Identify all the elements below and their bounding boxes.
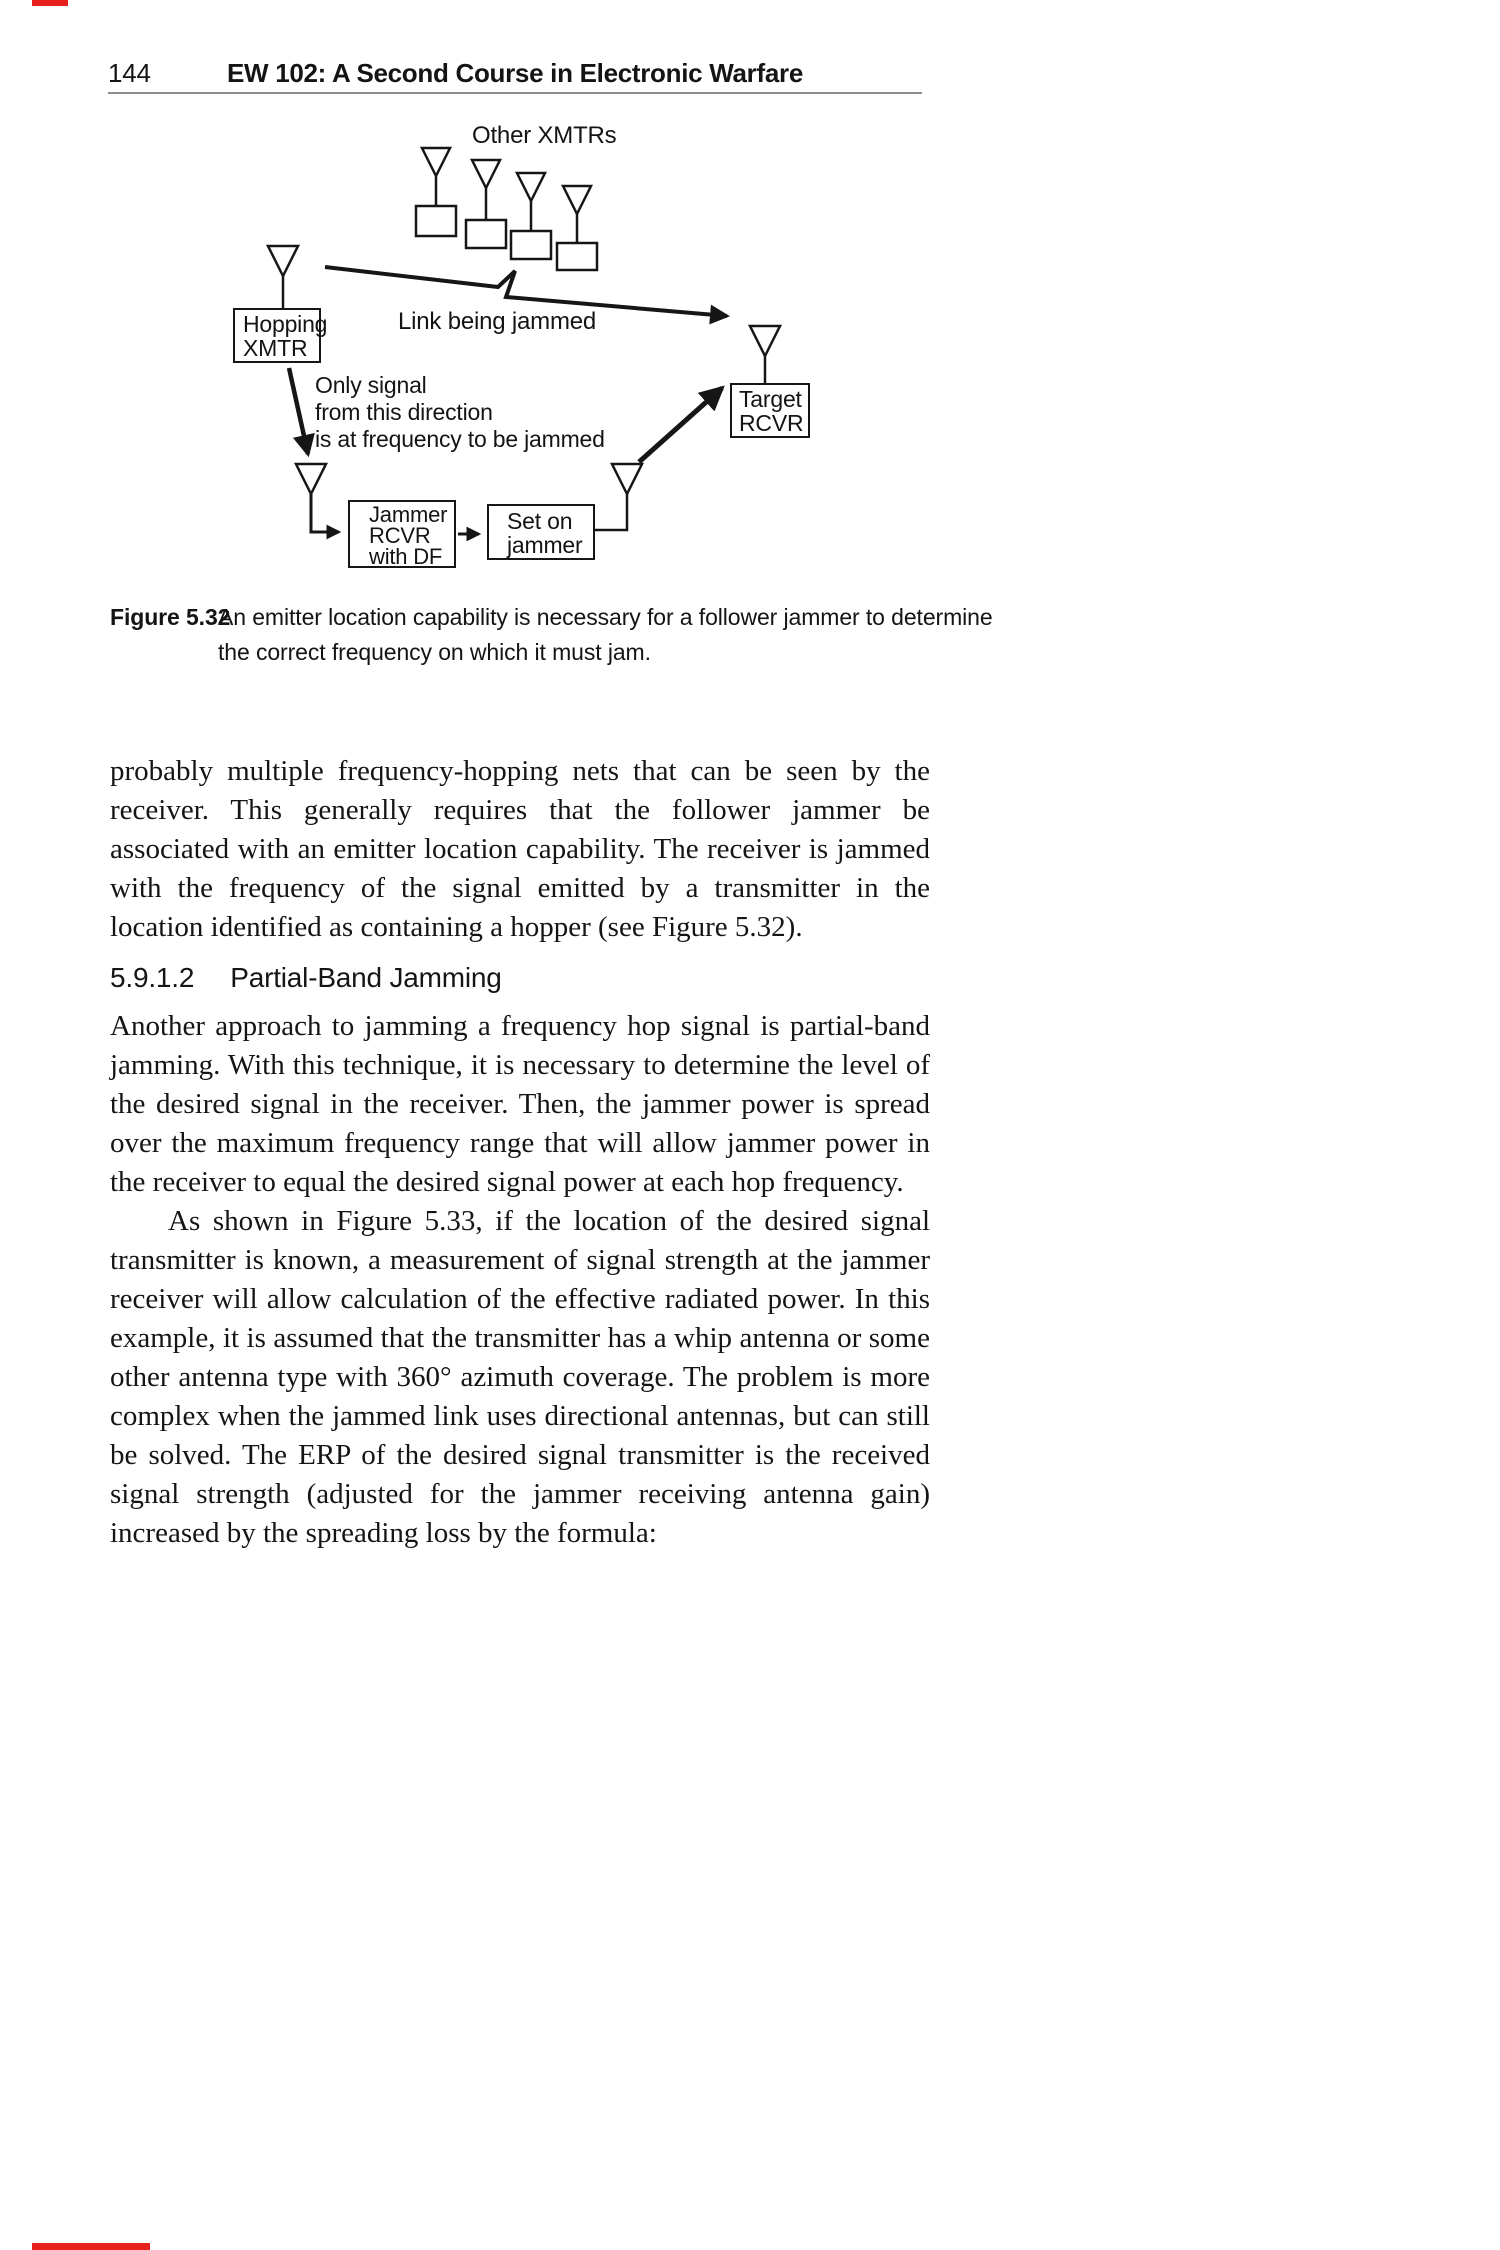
scan-edge-mark-bottom xyxy=(32,2243,150,2250)
page-number: 144 xyxy=(108,58,151,88)
df-antenna-feed-arrow xyxy=(311,494,339,532)
jammer-rcvr-box: Jammer RCVR with DF xyxy=(348,500,456,568)
other-xmtr-antenna-1 xyxy=(416,148,456,236)
other-xmtrs-label: Other XMTRs xyxy=(472,122,617,149)
body-text xyxy=(110,752,930,1553)
running-head xyxy=(108,56,922,94)
scan-edge-mark-top xyxy=(32,0,68,6)
section-heading xyxy=(110,961,930,995)
other-xmtr-antenna-3 xyxy=(511,173,551,259)
jammer-df-antenna xyxy=(296,464,326,494)
hopping-xmtr-antenna xyxy=(268,246,298,308)
other-xmtr-antenna-4 xyxy=(557,186,597,270)
paragraph-1: probably multiple frequency-hopping nets that can be seen by the receiver. This generally requires that the follower jammer be associated with an emitter location capability. The receiver is jammed with the frequency of the signal emitted by a transmitter in the location identified as containing a hopper (see Figure 5.32). xyxy=(110,755,930,943)
paragraph-2: Another approach to jamming a frequency hop signal is partial-band jamming. With this technique, it is necessary to determine the level of the desired signal in the receiver. Then, the jammer power is spread over the maximum frequency range that will allow jammer power in the receiver to equal the desired signal power at each hop frequency. xyxy=(110,1010,930,1198)
signal-direction-arrow xyxy=(289,368,308,454)
figure-caption-text: An emitter location capability is necessary for a follower jammer to determine the correct frequency on which it must jam. xyxy=(218,604,993,665)
section-number: 5.9.1.2 xyxy=(110,962,195,993)
link-being-jammed-label: Link being jammed xyxy=(398,308,597,335)
figure-caption-label: Figure 5.32 xyxy=(110,604,231,630)
jammer-xmit-antenna xyxy=(595,464,642,530)
figure-caption xyxy=(110,600,1260,670)
figure-5-32-diagram xyxy=(110,118,1010,594)
section-title: Partial-Band Jamming xyxy=(230,962,502,993)
paragraph-3: As shown in Figure 5.33, if the location of the desired signal transmitter is known, a measurement of signal strength at the jammer receiver will allow calculation of the effective radiated power. In this example, it is assumed that the transmitter has a whip antenna or some other antenna type with 360° azimuth coverage. The problem is more complex when the jammed link uses directional antennas, but can still be solved. The ERP of the desired signal transmitter is the received signal strength (adjusted for the jammer receiving antenna gain) increased by the spreading loss by the formula: xyxy=(110,1205,930,1549)
other-xmtr-antenna-2 xyxy=(466,160,506,248)
target-rcvr-antenna xyxy=(750,326,780,383)
only-signal-label: Only signal from this direction is at frequency to be jammed xyxy=(315,372,605,452)
running-title: EW 102: A Second Course in Electronic Warfare xyxy=(227,58,803,88)
jamming-signal-arrow xyxy=(639,388,722,462)
hopping-xmtr-box: Hopping XMTR xyxy=(233,308,321,363)
target-rcvr-box: Target RCVR xyxy=(730,383,810,438)
set-on-jammer-box: Set on jammer xyxy=(487,504,595,560)
